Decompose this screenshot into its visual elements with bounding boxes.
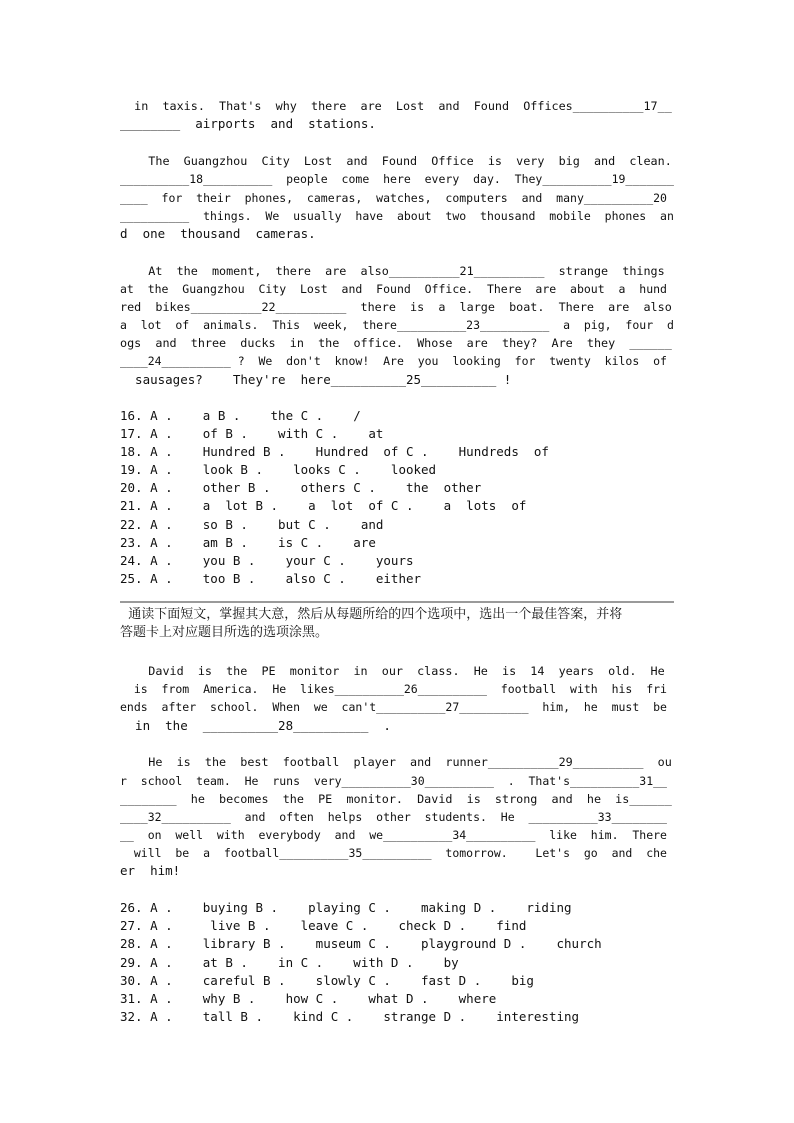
passage-line: He is the best football player and runner__________29__________ ou — [120, 755, 672, 769]
passage-line: ends after school. When we can't__________27__________ him, he must be — [120, 700, 667, 714]
passage-line: a lot of animals. This week, there__________23__________ a pig, four d — [120, 318, 674, 332]
passage-line: is from America. He likes__________26__________ football with his fri — [120, 682, 667, 696]
option-row: 32. A . tall B . kind C . strange D . interesting — [120, 1009, 580, 1024]
passage-line: in taxis. That's why there are Lost and Found Offices__________17__ — [120, 99, 672, 113]
option-row: 26. A . buying B . playing C . making D . riding — [120, 900, 572, 915]
passage-line: David is the PE monitor in our class. He is 14 years old. He — [120, 664, 665, 678]
option-row: 25. A . too B . also C . either — [120, 571, 422, 586]
passage-line: __________18__________ people come here every day. They__________19_______ — [120, 172, 674, 186]
passage-line: r school team. He runs very__________30__________ . That's__________31__ — [120, 774, 667, 788]
option-row: 21. A . a lot B . a lot of C . a lots of — [120, 498, 527, 513]
option-row: 23. A . am B . is C . are — [120, 535, 376, 550]
option-row: 20. A . other B . others C . the other — [120, 480, 482, 495]
passage-line: will be a football__________35__________ tomorrow. Let's go and che — [120, 846, 667, 860]
option-row: 31. A . why B . how C . what D . where — [120, 991, 497, 1006]
passage-line: ____24__________ ? We don't know! Are you looking for twenty kilos of — [120, 354, 667, 368]
option-row: 28. A . library B . museum C . playground D . church — [120, 936, 602, 951]
passage-line: sausages? They're here__________25__________ ! — [120, 372, 512, 387]
option-row: 16. A . a B . the C . / — [120, 408, 361, 423]
passage-line: ________ he becomes the PE monitor. David is strong and he is______ — [120, 792, 672, 806]
passage-line: d one thousand cameras. — [120, 226, 316, 241]
passage-line: ________ airports and stations. — [120, 116, 376, 131]
option-row: 29. A . at B . in C . with D . by — [120, 955, 459, 970]
option-row: 22. A . so B . but C . and — [120, 517, 384, 532]
passage-line: At the moment, there are also__________21__________ strange things — [120, 264, 665, 278]
passage-line: in the __________28__________ . — [120, 718, 391, 733]
option-row: 24. A . you B . your C . yours — [120, 553, 414, 568]
passage-line: ogs and three ducks in the office. Whose are they? Are they ______ — [120, 336, 672, 350]
passage-line: er him! — [120, 863, 181, 878]
section-divider — [120, 601, 674, 603]
passage-line: The Guangzhou City Lost and Found Office is very big and clean. — [120, 154, 672, 168]
passage-line: __ on well with everybody and we__________34__________ like him. There — [120, 828, 667, 842]
option-row: 17. A . of B . with C . at — [120, 426, 384, 441]
instruction-line: 通读下面短文，掌握其大意，然后从每题所给的四个选项中，选出一个最佳答案，并将 — [120, 607, 623, 622]
option-row: 27. A . live B . leave C . check D . find — [120, 918, 527, 933]
option-row: 19. A . look B . looks C . looked — [120, 462, 437, 477]
passage-line: __________ things. We usually have about two thousand mobile phones an — [120, 209, 674, 223]
option-row: 18. A . Hundred B . Hundred of C . Hundreds of — [120, 444, 549, 459]
option-row: 30. A . careful B . slowly C . fast D . big — [120, 973, 534, 988]
passage-line: ____32__________ and often helps other students. He __________33________ — [120, 810, 667, 824]
passage-line: ____ for their phones, cameras, watches, computers and many__________20 — [120, 191, 667, 205]
passage-line: at the Guangzhou City Lost and Found Office. There are about a hund — [120, 282, 667, 296]
passage-line: red bikes__________22__________ there is a large boat. There are also — [120, 300, 672, 314]
instruction-line: 答题卡上对应题目所选的选项涂黑。 — [120, 625, 329, 640]
